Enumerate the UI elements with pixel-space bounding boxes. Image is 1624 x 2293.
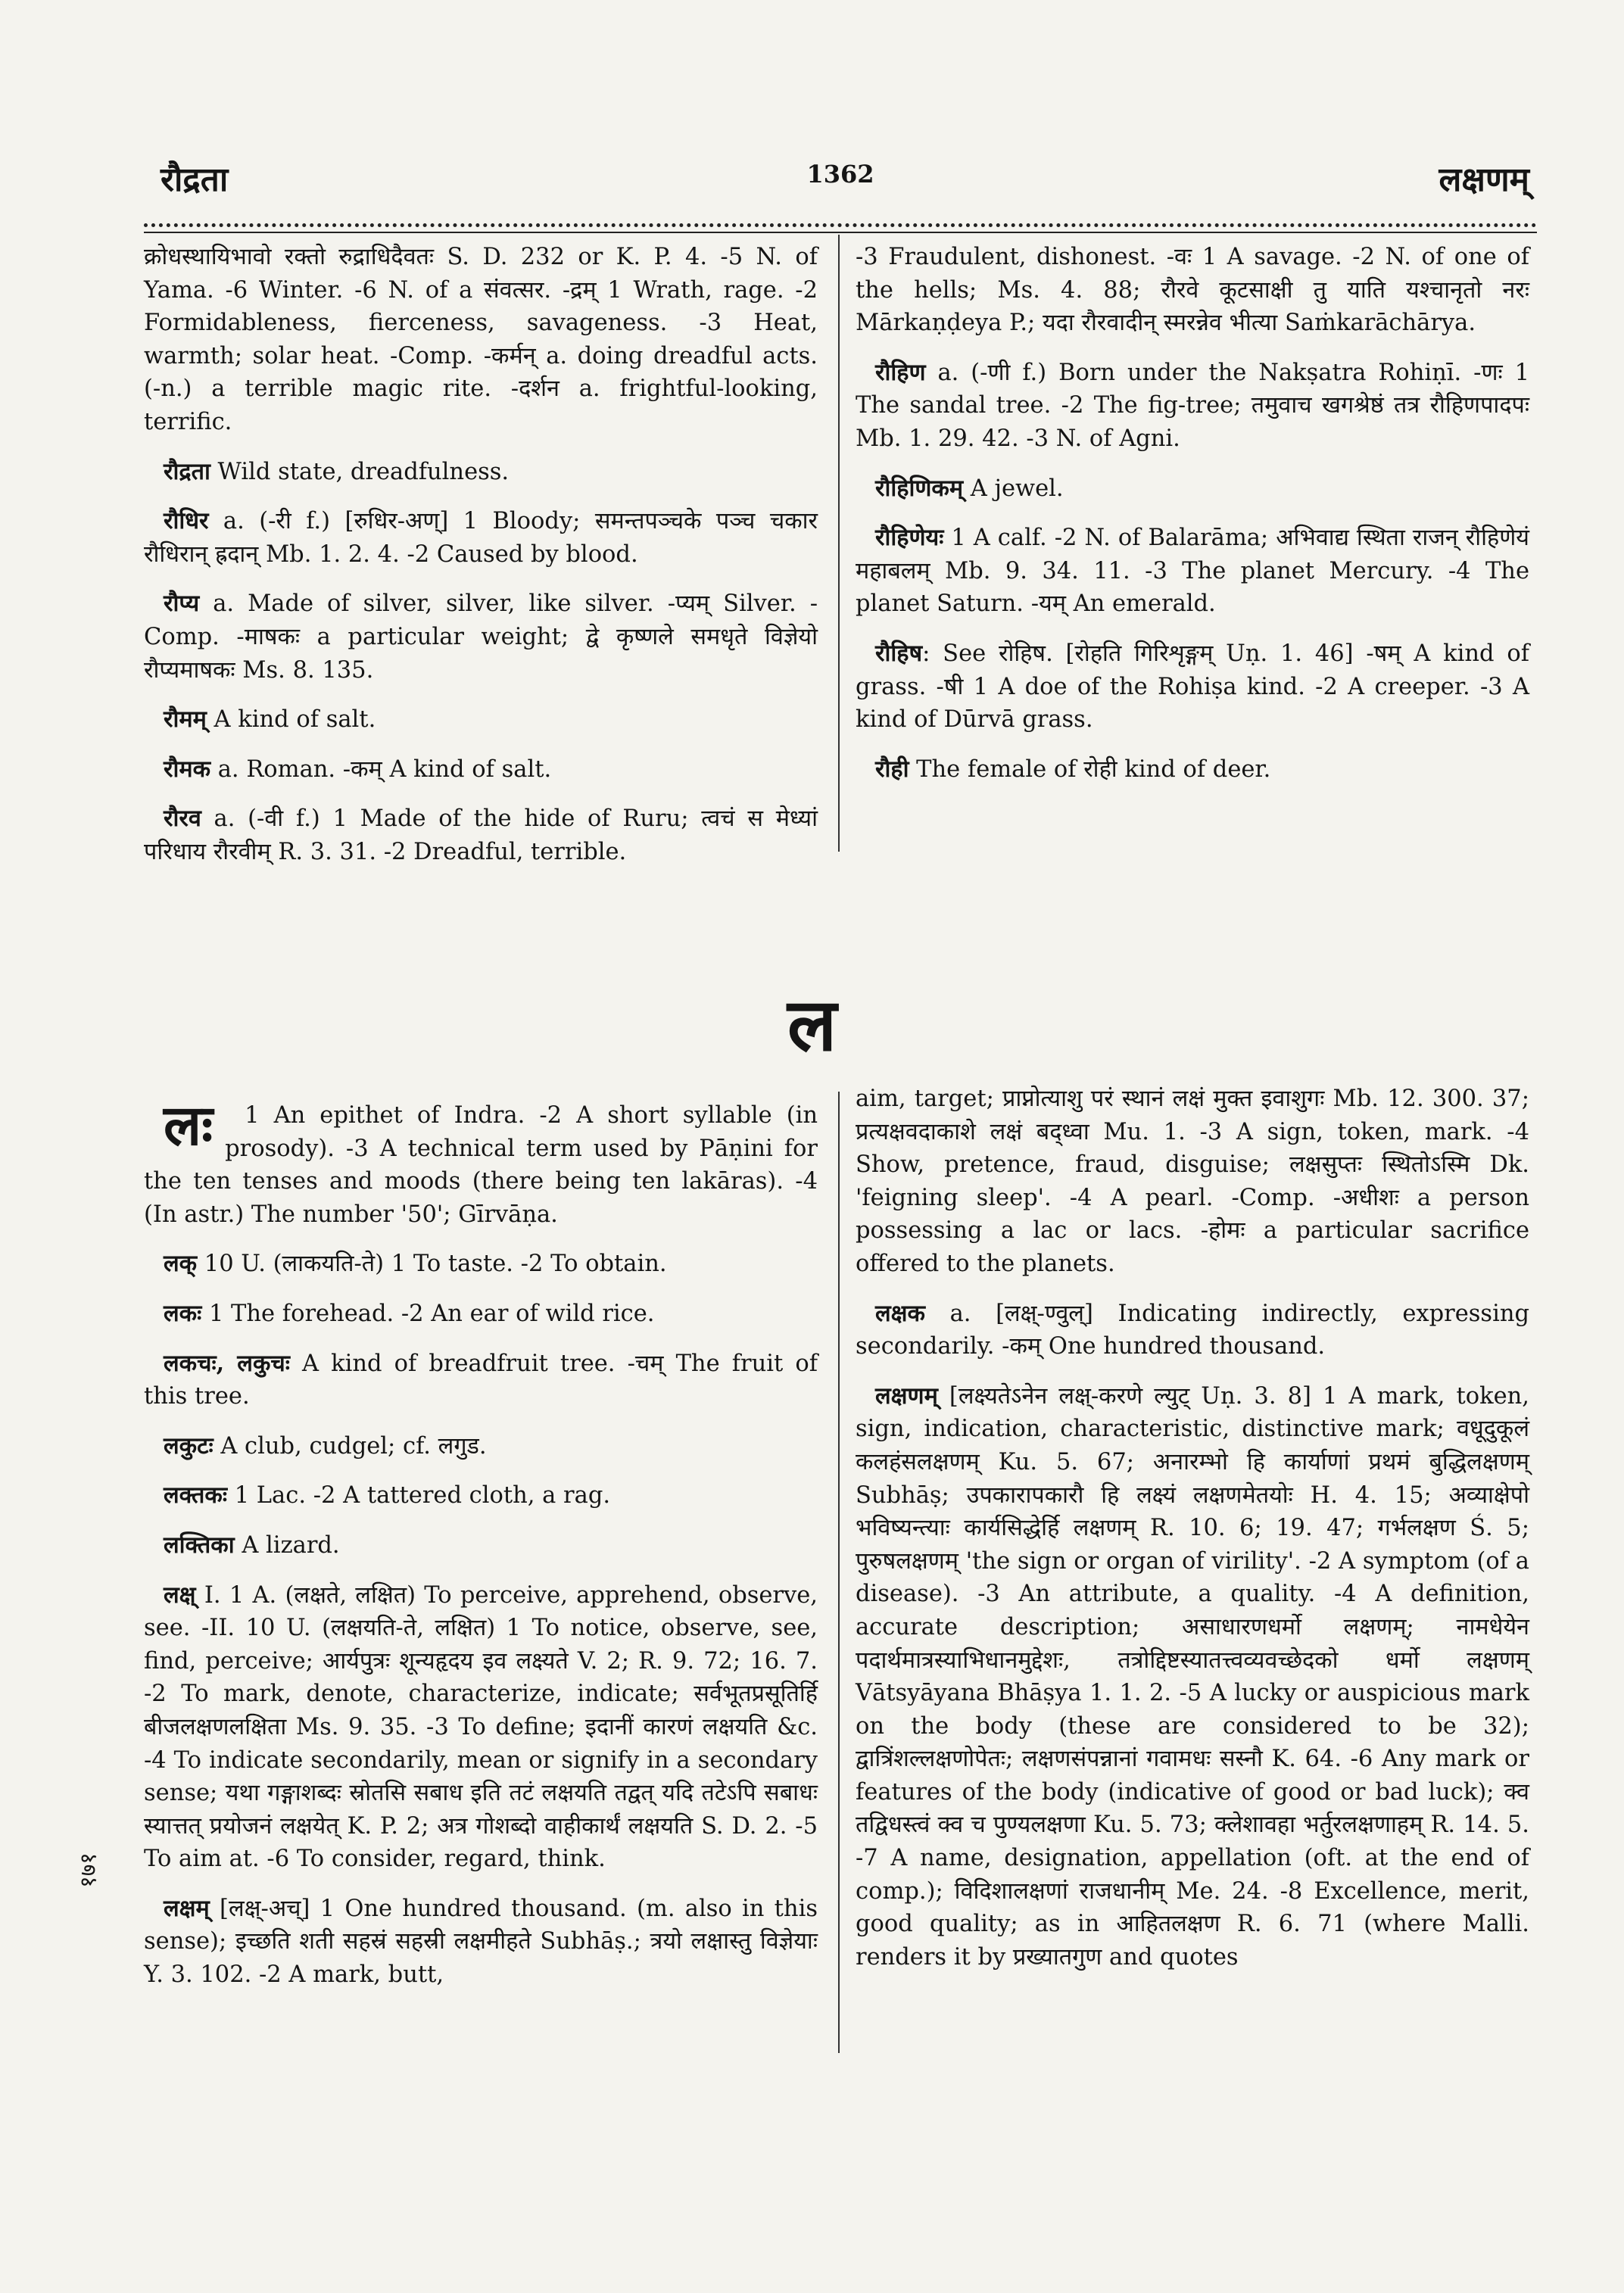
entry-headword: लक् [164,1250,198,1278]
dictionary-entry [144,1579,818,1876]
entry-headword: लक्षक [875,1299,925,1327]
entry-headword: रौरव [164,805,201,833]
entry-definition: A jewel. [963,475,1064,502]
entry-definition: 1 The forehead. -2 An ear of wild rice. [201,1300,655,1327]
entry-headword: रौहिष [875,639,923,667]
entry-definition: क्रोधस्थायिभावो रक्तो रुद्राधिदैवतः S. D. 232 or K. P. 4. -5 N. of Yama. -6 Winter. -6 N. of a संवत्सर. -द्रम् 1 Wrath, rage. -2 Formidableness, fierceness, savageness. -3 Heat, warmth; solar heat. -Comp. -कर्मन् a. doing dreadful acts. (-n.) a terrible magic rite. -दर्शन a. frightful-looking, terrific. [144,244,818,435]
entry-definition: 10 U. (लाकयति-ते) 1 To taste. -2 To obtain. [197,1251,667,1278]
entry-definition: I. 1 A. (लक्षते, लक्षित) To perceive, apprehend, observe, see. -II. 10 U. (लक्षयति-ते, लक्षित) 1 To notice, observe, see, find, perceive; आर्यपुत्रः शून्यहृदय इव लक्ष्यते V. 2; R. 9. 72; 16. 7. -2 To mark, denote, characterize, indicate; सर्वभूतप्रसूतिर्हि बीजलक्षणलक्षिता Ms. 9. 35. -3 To define; इदानीं कारणं लक्षयति &c. -4 To indicate secondarily, mean or signify in a secondary sense; यथा गङ्गाशब्दः स्रोतसि सबाध इति तटं लक्षयति तद्वत् यदि तटेऽपि सबाधः स्यात्तत् प्रयोजनं लक्षयेत् K. P. 2; अत्र गोशब्दो वाहीकार्थं लक्षयति S. D. 2. -5 To aim at. -6 To consider, regard, think. [144,1581,818,1873]
column-divider-bottom [838,1092,840,2053]
entry-headword: रौही [875,755,909,783]
page-number: 1362 [806,160,874,188]
dictionary-entry [144,703,818,737]
entry-definition: [लक्ष्-अच्] 1 One hundred thousand. (m. also in this sense); इच्छति शती सहस्रं सहस्री लक्षमीहते Subhāṣ.; त्रयो लक्षास्तु विज्ञेयाः Y. 3. 102. -2 A mark, butt, [144,1895,818,1989]
header-left-guideword: रौद्रता [161,160,229,199]
section-letter-heading: ल [787,982,837,1067]
entry-headword: रौप्य [164,590,200,618]
header-dotted-rule [144,223,1537,227]
entry-headword: रौहिणेयः [875,524,944,552]
entry-headword: रौधिर [164,507,209,535]
dictionary-entry [144,1347,818,1413]
dictionary-entry [144,802,818,868]
entry-definition: a. Made of silver, silver, like silver. -प्यम् Silver. -Comp. -माषकः a particular weight; द्वे कृष्णले समधृते विज्ञेयो रौप्यमाषकः Ms. 8. 135. [144,590,818,684]
page-header [144,155,1537,201]
dictionary-entry [856,357,1529,456]
entry-definition: -3 Fraudulent, dishonest. -वः 1 A savage. -2 N. of one of the hells; Ms. 4. 88; रौरवे कूटसाक्षी तु याति यश्चानृतो नरः Mārkaṇḍeya P.; यदा रौरवादीन् स्मरन्नेव भीत्या Saṁkarāchārya. [856,244,1529,337]
dictionary-entry [144,1529,818,1562]
dictionary-entry [144,1248,818,1281]
dictionary-entry [856,753,1529,787]
entry-definition: [लक्ष्यतेऽनेन लक्ष्-करणे ल्युट् Uṇ. 3. 8] 1 A mark, token, sign, indication, characteristic, distinctive mark; वधूदुकूलं कलहंसलक्षणम् Ku. 5. 67; अनारम्भो हि कार्याणां प्रथमं बुद्धिलक्षणम् Subhāṣ; उपकारापकारौ हि लक्ष्यं लक्षणमेतयोः H. 4. 15; अव्याक्षेपो भविष्यन्त्याः कार्यसिद्धेर्हि लक्षणम् R. 10. 6; 19. 47; गर्भलक्षण Ś. 5; पुरुषलक्षणम् 'the sign or organ of virility'. -2 A symptom (of a disease). -3 An attribute, a quality. -4 A definition, accurate description; असाधारणधर्मो लक्षणम्; नामधेयेन पदार्थमात्रस्याभिधानमुद्देशः, तत्रोद्दिष्टस्यातत्त्वव्यवच्छेदको धर्मो लक्षणम् Vātsyāyana Bhāṣya 1. 1. 2. -5 A lucky or auspicious mark on the body (these are considered to be 32); द्वात्रिंशल्लक्षणोपेतः; लक्षणसंपन्नानां गवामधः सस्नौ K. 64. -6 Any mark or features of the body (indicative of good or bad luck); क्व तद्विधस्त्वं क्व च पुण्यलक्षणा Ku. 5. 73; क्लेशावहा भर्तुरलक्षणाहम् R. 14. 5. -7 A name, designation, appellation (oft. at the end of comp.); विदिशालक्षणां राजधानीम् Me. 24. -8 Excellence, merit, good quality; as in आहितलक्षण R. 6. 71 (where Malli. renders it by प्रख्यातगुण and quotes [856,1382,1529,1971]
margin-signature-mark: १७१ [75,1852,102,1888]
entry-definition: A kind of salt. [206,706,376,734]
dictionary-entry [856,637,1529,737]
entry-headword: रौहिणिकम् [875,474,964,502]
entry-definition: A club, cudgel; cf. लगुड. [213,1432,487,1460]
column-top-right [856,241,1529,802]
entry-definition: a. (-वी f.) 1 Made of the hide of Ruru; त्वचं स मेध्यां परिधाय रौरवीम् R. 3. 31. -2 Dreadful, terrible. [144,805,818,865]
dictionary-entry [144,1479,818,1513]
entry-definition: Wild state, dreadfulness. [210,458,510,485]
dictionary-entry [144,505,818,571]
entry-definition: a. (-री f.) [रुधिर-अण्] 1 Bloody; समन्तपञ्चके पञ्च चकार रौधिरान् ह्रदान् Mb. 1. 2. 4. -2 Caused by blood. [144,508,818,568]
entry-headword: रौद्रता [164,457,210,485]
entry-headword: रौमम् [164,706,207,734]
entry-definition: 1 Lac. -2 A tattered cloth, a rag. [227,1482,611,1509]
entry-headword: रौहिण [875,358,926,386]
header-right-guideword: लक्षणम् [1439,160,1529,199]
entry-headword: लक्ष् [164,1581,196,1609]
dictionary-entry [144,1893,818,1992]
dictionary-entry [144,456,818,489]
header-solid-rule [144,232,1537,233]
entry-headword: लकुटः [164,1432,214,1460]
entry-headword: लः [164,1093,214,1158]
entry-definition: 1 A calf. -2 N. of Balarāma; अभिवाद्य स्थिता राजन् रौहिणेयं महाबलम् Mb. 9. 34. 11. -3 The planet Mercury. -4 The planet Saturn. -यम् An emerald. [856,525,1529,618]
entry-headword: रौमक [164,755,211,783]
entry-definition: 1 An epithet of Indra. -2 A short syllable (in prosody). -3 A technical term used by Pāṇini for the ten tenses and moods (there being ten lakāras). -4 (In astr.) The number '50'; Gīrvāṇa. [144,1102,818,1228]
column-top-left [144,241,818,886]
entry-headword: लक्तकः [164,1481,227,1509]
entry-headword: लक्षम् [164,1894,210,1922]
entry-definition: The female of रोही kind of deer. [909,756,1271,783]
dictionary-entry [856,1380,1529,1974]
dictionary-entry [144,1430,818,1463]
entry-definition: : See रोहिष. [रोहति गिरिशृङ्गम् Uṇ. 1. 46] -षम् A kind of grass. -षी 1 A doe of the Rohiṣa kind. -2 A creeper. -3 A kind of Dūrvā grass. [856,640,1529,734]
dictionary-entry [856,1083,1529,1281]
entry-headword: लकः [164,1299,202,1327]
column-divider-top [838,235,840,852]
dictionary-entry [856,472,1529,506]
entry-headword: लक्षणम् [875,1382,938,1410]
dictionary-entry [856,1298,1529,1363]
entry-definition: a. [लक्ष्-ण्वुल्] Indicating indirectly, expressing secondarily. -कम् One hundred thousand. [856,1300,1529,1360]
dictionary-entry [856,522,1529,621]
column-bottom-right [856,1083,1529,1990]
entry-definition: a. Roman. -कम् A kind of salt. [210,756,552,783]
dictionary-entry [144,587,818,687]
entry-headword: लकचः, लकुचः [164,1349,290,1377]
entry-definition: a. (-णी f.) Born under the Nakṣatra Rohiṇī. -णः 1 The sandal tree. -2 The fig-tree; तमुवाच खगश्रेष्ठं तत्र रौहिणपादपः Mb. 1. 29. 42. -3 N. of Agni. [856,359,1529,452]
dictionary-entry [144,1093,818,1231]
entry-definition: A lizard. [234,1531,340,1559]
entry-definition: aim, target; प्राप्नोत्याशु परं स्थानं लक्षं मुक्त इवाशुगः Mb. 12. 300. 37; प्रत्यक्षवदाकाशे लक्षं बद्ध्वा Mu. 1. -3 A sign, token, mark. -4 Show, pretence, fraud, disguise; लक्षसुप्तः स्थितोऽस्मि Dk. 'feigning sleep'. -4 A pearl. -Comp. -अधीशः a person possessing a lac or lacs. -होमः a particular sacrifice offered to the planets. [856,1086,1529,1277]
dictionary-entry [144,1298,818,1331]
column-bottom-left [144,1093,818,2008]
entry-headword: लक्तिका [164,1531,235,1559]
dictionary-entry [144,241,818,439]
entry-definition: A kind of breadfruit tree. -चम् The fruit of this tree. [144,1350,818,1410]
dictionary-entry [144,753,818,787]
dictionary-entry [856,241,1529,340]
